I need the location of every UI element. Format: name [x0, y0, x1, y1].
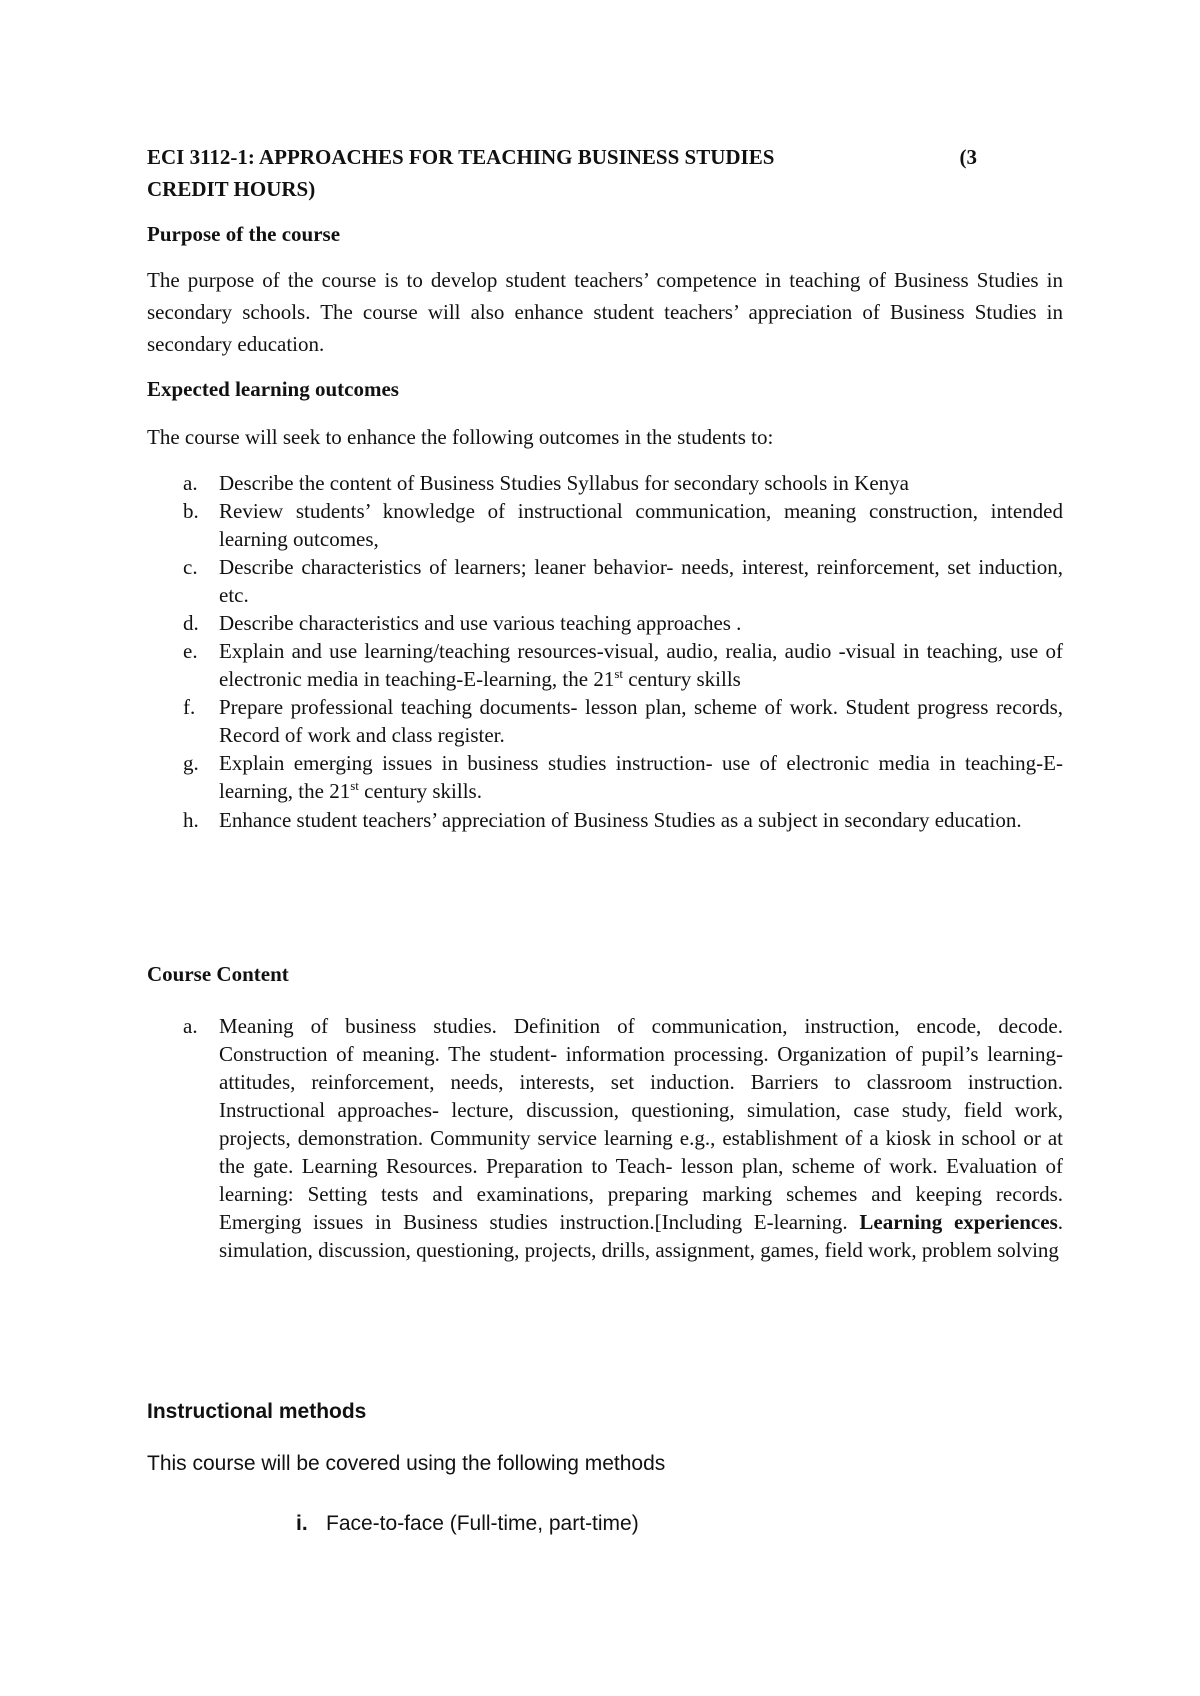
- methods-list-item: i. Face-to-face (Full-time, part-time): [296, 1512, 639, 1535]
- list-item: e. Explain and use learning/teaching resources-visual, audio, realia, audio -visual in teaching, use of electronic media in teaching-E-learning, the 21st century skills: [183, 639, 1063, 691]
- content-list: [147, 1012, 1063, 1264]
- list-item: g. Explain emerging issues in business studies instruction- use of electronic media in teaching-E-learning, the 21st century skills.: [183, 751, 1063, 803]
- list-item: b. Review students’ knowledge of instructional communication, meaning construction, intended learning outcomes,: [183, 499, 1063, 551]
- list-item: a. Meaning of business studies. Definition of communication, instruction, encode, decode. Construction of meaning. The student- information processing. Organization of pupil’s learning- attitudes, reinforcement, needs, interests, set induction. Barriers to classroom instruction. Instructional approaches- lecture, discussion, questioning, simulation, case study, field work, projects, demonstration. Community service learning e.g., establishment of a kiosk in school or at the gate. Learning Resources. Preparation to Teach- lesson plan, scheme of work. Evaluation of learning: Setting tests and examinations, preparing marking schemes and keeping records. Emerging issues in Business studies instruction.[Including E-learning. Learning experiences. simulation, discussion, questioning, projects, drills, assignment, games, field work, problem solving: [183, 1014, 1063, 1262]
- purpose-text: The purpose of the course is to develop student teachers’ competence in teaching of Business Studies in secondary schools. The course will also enhance student teachers’ appreciation of Business Studies in secondary education.: [147, 268, 1063, 356]
- course-title-credits: CREDIT HOURS): [147, 177, 316, 201]
- course-title: [147, 141, 1063, 205]
- outcomes-intro: The course will seek to enhance the following outcomes in the students to:: [147, 425, 774, 449]
- course-title-credits-open: (3: [959, 145, 977, 169]
- list-item: h. Enhance student teachers’ appreciation of Business Studies as a subject in secondary education.: [183, 808, 1022, 832]
- content-heading: Course Content: [147, 962, 289, 986]
- list-item: c. Describe characteristics of learners; leaner behavior- needs, interest, reinforcement, set induction, etc.: [183, 555, 1063, 607]
- outcomes-heading: Expected learning outcomes: [147, 377, 399, 401]
- methods-heading: Instructional methods: [147, 1400, 367, 1423]
- list-item: f. Prepare professional teaching documents- lesson plan, scheme of work. Student progress records, Record of work and class register.: [183, 695, 1063, 747]
- course-title-main: ECI 3112-1: APPROACHES FOR TEACHING BUSINESS STUDIES: [147, 145, 775, 169]
- purpose-heading: Purpose of the course: [147, 222, 341, 246]
- outcomes-list: [147, 469, 1063, 835]
- list-item: a. Describe the content of Business Studies Syllabus for secondary schools in Kenya: [183, 471, 909, 495]
- list-item: d. Describe characteristics and use various teaching approaches .: [183, 611, 742, 635]
- methods-intro: This course will be covered using the following methods: [147, 1452, 666, 1475]
